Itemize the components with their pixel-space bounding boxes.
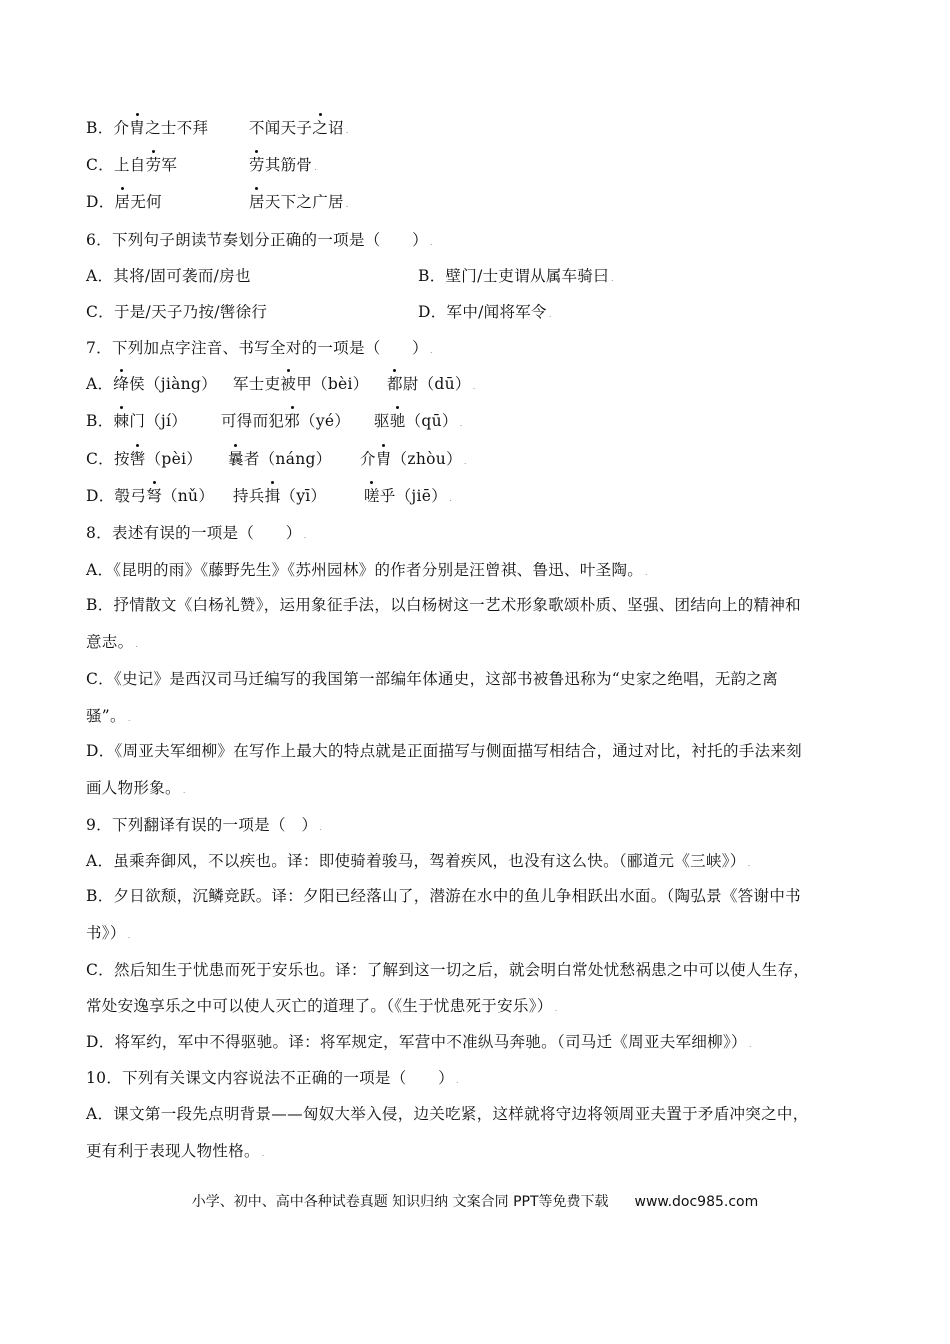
text: 书》） xyxy=(86,924,126,942)
para-mark: . xyxy=(135,640,139,649)
para-mark: . xyxy=(463,457,467,466)
dotted-char: 邪 xyxy=(284,412,301,430)
dotted-char: 嗟 xyxy=(364,487,380,505)
dotted-char: 胄 xyxy=(375,450,392,468)
para-mark: . xyxy=(127,714,131,723)
text: 其筋骨 xyxy=(264,156,313,174)
text: B．壁门/士吏谓从属车骑曰 xyxy=(418,267,610,285)
q10-option-a-line1 xyxy=(86,1104,809,1124)
text: C．然后知生于忧患而死于安乐也。译：了解到这一切之后，就会明白常处忧愁祸患之中可以使人生存， xyxy=(86,961,810,979)
q7-option-a xyxy=(86,374,217,394)
para-mark: . xyxy=(472,382,476,391)
dotted-char: 都 xyxy=(387,375,403,393)
text: D．《周亚夫军细柳》在写作上最大的特点就是正面描写与侧面描写相结合，通过对比，衬托的手法来刻 xyxy=(86,742,802,760)
q8-option-b-line2 xyxy=(86,632,138,655)
q9-option-b-line2 xyxy=(86,923,131,946)
q9-stem xyxy=(86,815,322,838)
text: （yī） xyxy=(280,487,327,505)
para-mark: . xyxy=(303,531,307,540)
q6-option-a xyxy=(86,266,251,286)
q8-option-c-line2 xyxy=(86,706,131,729)
para-mark: . xyxy=(645,568,648,577)
para-mark: . xyxy=(182,786,186,795)
q7-option-c-second xyxy=(228,449,332,469)
para-mark: . xyxy=(548,310,552,319)
text: 乎（jiē） xyxy=(379,487,448,505)
q8-option-a xyxy=(86,560,648,583)
q7-option-c xyxy=(86,449,202,469)
q6-option-c xyxy=(86,302,267,322)
text: 8．表述有误的一项是（ ） xyxy=(86,524,302,542)
para-mark: . xyxy=(319,823,323,832)
footer-link[interactable]: www.doc985.com xyxy=(634,1194,759,1210)
text: 侯（jiàng） xyxy=(129,375,217,393)
para-mark: . xyxy=(127,931,131,940)
q8-option-d-line2 xyxy=(86,778,186,801)
text: C．《史记》是西汉司马迁编写的我国第一部编年体通史，这部书被鲁迅称为“史家之绝唱，无韵之离 xyxy=(86,670,779,688)
text: B．抒情散文《白杨礼赞》，运用象征手法，以白杨树这一艺术形象歌颂朴质、坚强、团结向上的精神和 xyxy=(86,596,801,614)
q6-stem xyxy=(86,230,433,253)
dotted-char: 居 xyxy=(249,193,265,211)
dotted-char: 劳 xyxy=(249,156,265,174)
q7-option-d xyxy=(86,486,214,506)
footer-text: 小学、初中、高中各种试卷真题 知识归纳 文案合同 PPT等免费下载 xyxy=(191,1194,609,1210)
text: 10．下列有关课文内容说法不正确的一项是（ ） xyxy=(86,1069,454,1087)
text: 军士吏 xyxy=(233,375,281,393)
text: 可得而犯 xyxy=(221,412,285,430)
q6-option-d xyxy=(418,302,552,325)
dotted-char: 揖 xyxy=(264,487,281,505)
text: 骚”。 xyxy=(86,707,126,725)
q7-option-b-third xyxy=(374,411,463,434)
para-mark: . xyxy=(429,238,433,247)
text: D．彀弓 xyxy=(86,487,147,505)
text: 画人物形象。 xyxy=(86,779,181,797)
text: A．虽乘奔御风，不以疾也。译：即使骑着骏马，驾着疾风，也没有这么快。（郦道元《三峡》） xyxy=(86,852,746,870)
q10-option-a-line2 xyxy=(86,1141,265,1164)
text: 驱 xyxy=(374,412,390,430)
q5-option-b-second xyxy=(249,118,349,141)
text: C．于是/天子乃按/辔徐行 xyxy=(86,303,268,321)
text: 9．下列翻译有误的一项是（ ） xyxy=(86,816,318,834)
q10-stem xyxy=(86,1068,459,1091)
q9-option-a xyxy=(86,851,750,874)
q7-option-a-third xyxy=(387,374,476,397)
para-mark: . xyxy=(345,200,349,209)
text: C．上自 xyxy=(86,156,146,174)
text: 尉（dū） xyxy=(402,375,471,393)
text: 之士不拜 xyxy=(145,119,209,137)
para-mark: . xyxy=(459,419,463,428)
q5-option-d xyxy=(86,192,162,212)
dotted-char: 辔 xyxy=(129,450,146,468)
para-mark: . xyxy=(611,274,614,283)
text: D．将军约，军中不得驱驰。译：将军规定，军营中不准纵马奔驰。（司马迁《周亚夫军细柳》） xyxy=(86,1033,747,1051)
text: A．其将/固可袭而/房也 xyxy=(86,267,251,285)
dotted-char: 劳 xyxy=(145,156,162,174)
dotted-char: 被 xyxy=(280,375,297,393)
q5-option-c xyxy=(86,155,177,175)
text: B．介 xyxy=(86,119,130,137)
text: D．军中/闻将军令 xyxy=(418,303,547,321)
text: 持兵 xyxy=(233,487,265,505)
q6-option-b xyxy=(418,266,614,289)
text: 无何 xyxy=(130,193,162,211)
q7-option-a-second xyxy=(233,374,369,394)
q8-option-c-line1 xyxy=(86,669,778,689)
q7-stem xyxy=(86,338,433,361)
text: 门（jí） xyxy=(129,412,188,430)
q9-option-d xyxy=(86,1032,752,1055)
text: A．《昆明的雨》《藤野先生》《苏州园林》的作者分别是汪曾祺、鲁迅、叶圣陶。 xyxy=(86,561,644,579)
q5-option-b xyxy=(86,118,208,138)
text: B．夕日欲颓，沉鳞竞跃。译：夕阳已经落山了，潜游在水中的鱼儿争相跃出水面。（陶弘景《答谢中书 xyxy=(86,887,801,905)
text: （zhòu） xyxy=(391,450,462,468)
dotted-char: 棘 xyxy=(113,412,130,430)
para-mark: . xyxy=(314,163,318,172)
dotted-char: 之 xyxy=(312,119,329,137)
para-mark: . xyxy=(345,126,349,135)
text: （yé） xyxy=(300,412,351,430)
text: 甲（bèi） xyxy=(296,375,369,393)
q7-option-b-second xyxy=(221,411,350,431)
text: 介 xyxy=(360,450,376,468)
text: A． xyxy=(86,375,114,393)
q8-option-d-line1 xyxy=(86,741,802,761)
text: 不闻天子 xyxy=(249,119,313,137)
text: 6．下列句子朗读节奏划分正确的一项是（ ） xyxy=(86,231,428,249)
text: （pèi） xyxy=(145,450,203,468)
text: （nǔ） xyxy=(161,487,215,505)
para-mark: . xyxy=(455,1076,459,1085)
dotted-char: 曩 xyxy=(228,450,244,468)
text: 军 xyxy=(161,156,178,174)
q7-option-b xyxy=(86,411,187,431)
q9-option-c-line2 xyxy=(86,996,557,1019)
para-mark: . xyxy=(747,859,751,868)
text: 更有利于表现人物性格。 xyxy=(86,1142,260,1160)
q9-option-b-line1 xyxy=(86,886,801,906)
q7-option-d-second xyxy=(233,486,326,506)
dotted-char: 绛 xyxy=(113,375,130,393)
para-mark: . xyxy=(449,494,452,503)
dotted-char: 胄 xyxy=(129,119,146,137)
para-mark: . xyxy=(748,1040,752,1049)
text: （qū） xyxy=(405,412,458,430)
text: 者（náng） xyxy=(243,450,332,468)
text: 诏 xyxy=(328,119,344,137)
q7-option-d-third xyxy=(364,486,452,509)
para-mark: . xyxy=(261,1149,265,1158)
q8-stem xyxy=(86,523,306,546)
text: C．按 xyxy=(86,450,130,468)
para-mark: . xyxy=(429,346,433,355)
page-footer xyxy=(0,1191,950,1211)
q8-option-b-line1 xyxy=(86,595,801,615)
q9-option-c-line1 xyxy=(86,960,809,980)
para-mark: . xyxy=(554,1004,558,1013)
text: D． xyxy=(86,193,115,211)
q5-option-d-second xyxy=(249,192,349,215)
q5-option-c-second xyxy=(249,155,317,178)
dotted-char: 弩 xyxy=(146,487,162,505)
text: 常处安逸享乐之中可以使人灭亡的道理了。（《生于忧患死于安乐》） xyxy=(86,997,553,1015)
dotted-char: 驰 xyxy=(389,412,406,430)
text: 7．下列加点字注音、书写全对的一项是（ ） xyxy=(86,339,428,357)
text: B． xyxy=(86,412,114,430)
text: 意志。 xyxy=(86,633,134,651)
q7-option-c-third xyxy=(360,449,467,472)
text: A．课文第一段先点明背景——匈奴大举入侵，边关吃紧，这样就将守边将领周亚夫置于矛盾冲突之中， xyxy=(86,1105,809,1123)
text: 天下之广居 xyxy=(264,193,344,211)
dotted-char: 居 xyxy=(114,193,131,211)
